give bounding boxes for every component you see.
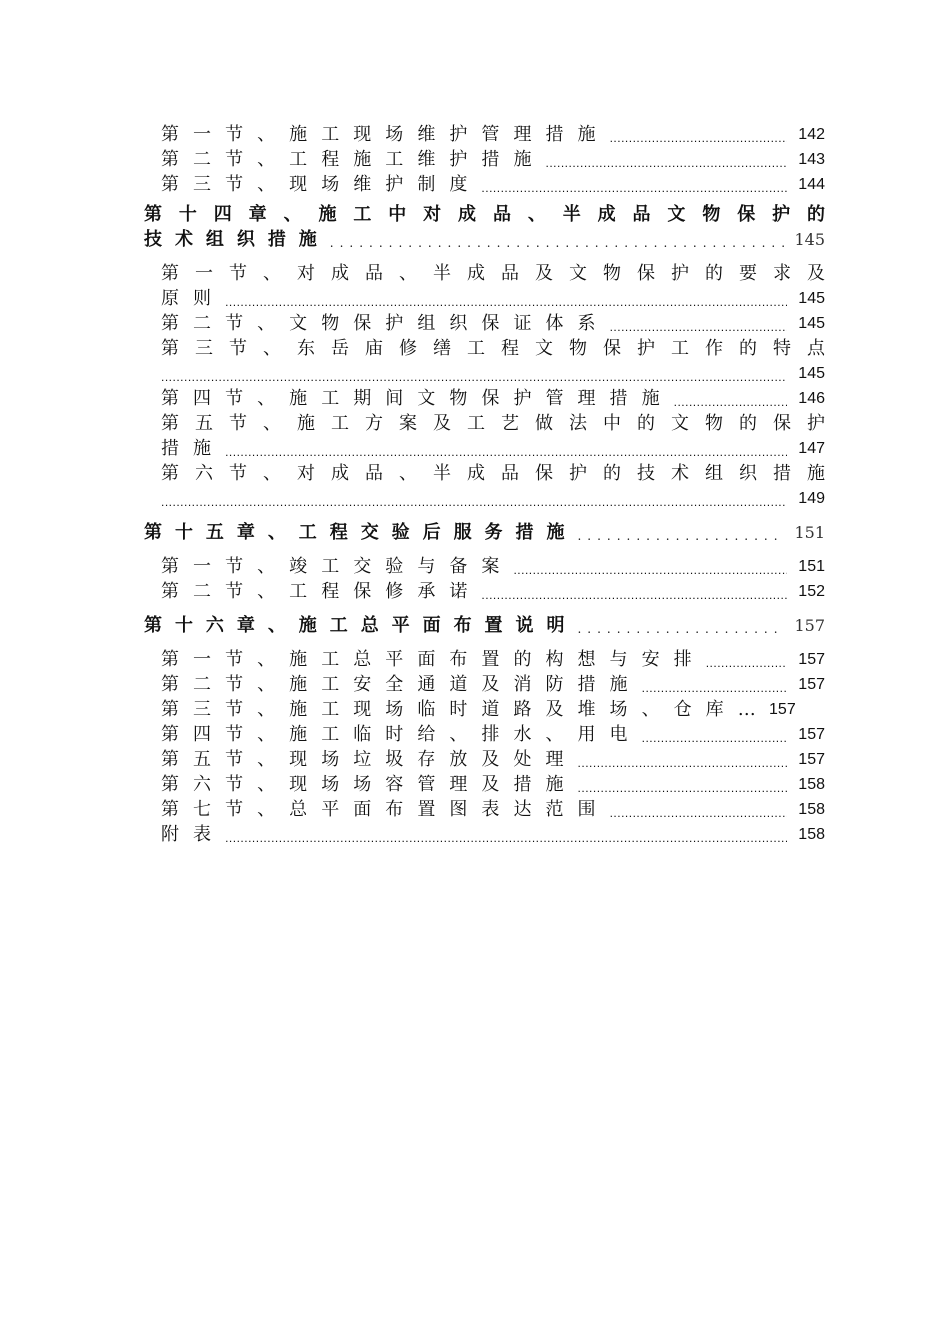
toc-chapter-entry[interactable] <box>144 520 825 545</box>
toc-section-entry[interactable] <box>161 147 825 172</box>
toc-dot-leader <box>610 318 787 336</box>
toc-section-entry[interactable] <box>161 336 825 386</box>
toc-page-number: 157 <box>794 616 825 635</box>
toc-entry-title: 第十六章、施工总平面布置说明 <box>144 615 578 636</box>
toc-dot-leader <box>225 293 787 311</box>
table-of-contents <box>144 122 825 847</box>
toc-entry-title-line: 第一节、对成品、半成品及文物保护的要求及 <box>161 263 825 284</box>
toc-page-number: 144 <box>798 176 825 193</box>
toc-page-number: 152 <box>798 583 825 600</box>
toc-page-number: 145 <box>798 290 825 307</box>
toc-section-entry[interactable] <box>161 311 825 336</box>
toc-section-entry[interactable] <box>161 747 825 772</box>
toc-page-number: 142 <box>798 126 825 143</box>
toc-dot-leader <box>610 804 787 822</box>
toc-dot-leader <box>642 679 787 697</box>
toc-chapter-entry[interactable] <box>144 613 825 638</box>
toc-entry-title: 第六节、现场场容管理及措施 <box>161 774 578 795</box>
toc-entry-title: 第三节、现场维护制度 <box>161 174 482 195</box>
toc-entry-title: 第四节、施工期间文物保护管理措施 <box>161 388 674 409</box>
toc-section-entry[interactable] <box>161 822 825 847</box>
toc-entry-title: 措施 <box>161 438 226 459</box>
toc-page-number: 157 <box>798 751 825 768</box>
toc-entry-title: 技术组织措施 <box>144 229 330 250</box>
toc-dot-leader <box>642 729 787 747</box>
toc-entry-title: 第一节、施工总平面布置的构想与安排 <box>161 649 706 670</box>
toc-entry-title-line: 第十四章、施工中对成品、半成品文物保护的 <box>144 204 825 225</box>
toc-dot-leader <box>225 443 787 461</box>
toc-section-entry[interactable] <box>161 772 825 797</box>
toc-entry-title: 第二节、文物保护组织保证体系 <box>161 313 610 334</box>
toc-dot-leader <box>706 654 787 672</box>
toc-section-entry[interactable] <box>161 697 825 722</box>
toc-entry-title: 第七节、总平面布置图表达范围 <box>161 799 610 820</box>
toc-dot-leader <box>578 754 787 772</box>
toc-dot-leader <box>330 234 785 252</box>
toc-page-number: 157 <box>798 676 825 693</box>
toc-dot-leader <box>545 154 787 172</box>
toc-dot-leader <box>513 561 787 579</box>
toc-dot-leader <box>610 129 787 147</box>
toc-page-number: 145 <box>798 315 825 332</box>
toc-dot-leader <box>481 179 787 197</box>
toc-dot-leader <box>578 779 787 797</box>
toc-page-number: 146 <box>798 390 825 407</box>
toc-section-entry[interactable] <box>161 797 825 822</box>
toc-entry-title: 第四节、施工临时给、排水、用电 <box>161 724 642 745</box>
toc-entry-title: 第一节、竣工交验与备案 <box>161 556 514 577</box>
toc-page-number: 149 <box>798 490 825 507</box>
toc-page-number: 158 <box>798 826 825 843</box>
toc-page-number: 143 <box>798 151 825 168</box>
toc-dot-leader <box>577 620 784 638</box>
toc-page-number: 158 <box>798 776 825 793</box>
toc-section-entry[interactable] <box>161 554 825 579</box>
toc-entry-title: 第二节、施工安全通道及消防措施 <box>161 674 642 695</box>
toc-page-number: 157 <box>798 651 825 668</box>
toc-dot-leader <box>225 829 787 847</box>
toc-section-entry[interactable] <box>161 172 825 197</box>
toc-entry-title-line: 第五节、施工方案及工艺做法中的文物的保护 <box>161 413 825 434</box>
toc-dot-leader <box>674 393 787 411</box>
toc-entry-title: 第十五章、工程交验后服务措施 <box>144 522 578 543</box>
toc-entry-title: 第五节、现场垃圾存放及处理 <box>161 749 578 770</box>
toc-page-number: 145 <box>794 230 825 249</box>
toc-page-number: 157 <box>769 701 796 718</box>
toc-section-entry[interactable] <box>161 461 825 511</box>
toc-page-number: 151 <box>798 558 825 575</box>
toc-section-entry[interactable] <box>161 722 825 747</box>
toc-entry-ellipsis: … <box>737 699 756 720</box>
toc-section-entry[interactable] <box>161 386 825 411</box>
toc-section-entry[interactable] <box>161 411 825 461</box>
toc-section-entry[interactable] <box>161 261 825 311</box>
toc-section-entry[interactable] <box>161 579 825 604</box>
toc-page-number: 158 <box>798 801 825 818</box>
toc-page-number: 145 <box>798 365 825 382</box>
toc-entry-title: 附表 <box>161 824 226 845</box>
toc-dot-leader <box>161 368 787 386</box>
toc-section-entry[interactable] <box>161 122 825 147</box>
toc-entry-title: 第一节、施工现场维护管理措施 <box>161 124 610 145</box>
toc-entry-title-line: 第三节、东岳庙修缮工程文物保护工作的特点 <box>161 338 825 359</box>
toc-dot-leader <box>577 527 784 545</box>
toc-dot-leader <box>161 493 787 511</box>
toc-entry-title: 第三节、施工现场临时道路及堆场、仓库 <box>161 699 738 720</box>
toc-page-number: 147 <box>798 440 825 457</box>
toc-entry-title: 第二节、工程施工维护措施 <box>161 149 546 170</box>
toc-dot-leader <box>481 586 787 604</box>
toc-entry-title-line: 第六节、对成品、半成品保护的技术组织措施 <box>161 463 825 484</box>
toc-chapter-entry[interactable] <box>144 202 825 252</box>
toc-entry-title: 原则 <box>161 288 226 309</box>
toc-page-number: 151 <box>794 523 825 542</box>
toc-section-entry[interactable] <box>161 647 825 672</box>
toc-page-number: 157 <box>798 726 825 743</box>
toc-entry-title: 第二节、工程保修承诺 <box>161 581 482 602</box>
toc-section-entry[interactable] <box>161 672 825 697</box>
